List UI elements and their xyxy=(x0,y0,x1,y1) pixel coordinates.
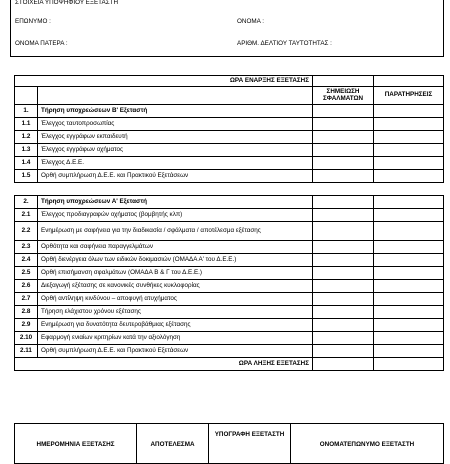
start-time-remarks xyxy=(374,76,444,87)
table-row: 1.4 Έλεγχος Δ.Ε.Ε. xyxy=(15,157,444,170)
table-row: 2.7 Ορθή αντίληψη κινδύνου – αποφυγή ατυχήματος xyxy=(15,293,444,306)
remarks-cell[interactable] xyxy=(374,254,444,267)
errors-cell[interactable] xyxy=(313,254,374,267)
remarks-cell[interactable] xyxy=(374,319,444,332)
surname-label: ΕΠΩΝΥΜΟ : xyxy=(15,18,51,25)
table-row: 1.3 Έλεγχος εγγράφων οχήματος xyxy=(15,144,444,157)
remarks-cell[interactable] xyxy=(374,293,444,306)
start-time-label: ΩΡΑ ΕΝΑΡΞΗΣ ΕΞΕΤΑΣΗΣ xyxy=(15,76,313,87)
errors-cell[interactable] xyxy=(313,280,374,293)
errors-cell[interactable] xyxy=(313,267,374,280)
start-time-row xyxy=(15,76,444,87)
table-row: 2.2 Ενημέρωση με σαφήνεια για την διαδικασία / σφάλματα / αποτέλεσμα εξέτασης xyxy=(15,222,444,241)
remarks-cell[interactable] xyxy=(374,267,444,280)
table-row: 2.5 Ορθή επισήμανση σφαλμάτων (ΟΜΑΔΑ Β & Γ του Δ.Ε.Ε.) xyxy=(15,267,444,280)
table-row: 2.4 Ορθή διενέργεια όλων των ειδικών δοκιμασιών (ΟΜΑΔΑ Α' του Δ.Ε.Ε.) xyxy=(15,254,444,267)
errors-cell[interactable] xyxy=(313,170,374,183)
table-row: 2.10 Εφαρμογή ενιαίων κριτηρίων κατά την αξιολόγηση xyxy=(15,332,444,345)
table-row: 2.9 Ενημέρωση για δυνατότητα δευτεροβάθμιας εξέτασης xyxy=(15,319,444,332)
remarks-cell[interactable] xyxy=(374,332,444,345)
errors-cell[interactable] xyxy=(313,332,374,345)
errors-cell[interactable] xyxy=(313,319,374,332)
remarks-cell[interactable] xyxy=(374,144,444,157)
section-b-title: Τήρηση υποχρεώσεων Β' Εξεταστή xyxy=(38,105,313,118)
candidate-info-box xyxy=(10,0,444,57)
section-a-row xyxy=(15,196,444,209)
id-number-label: ΑΡΙΘΜ. ΔΕΛΤΙΟΥ ΤΑΥΤΟΤΗΤΑΣ : xyxy=(237,40,332,47)
remarks-cell[interactable] xyxy=(374,118,444,131)
father-name-label: ΟΝΟΜΑ ΠΑΤΕΡΑ : xyxy=(15,40,68,47)
column-header-row xyxy=(15,87,444,105)
exam-checklist-table xyxy=(14,75,444,371)
table-row: 1.5 Ορθή συμπλήρωση Δ.Ε.Ε. και Πρακτικού Εξετάσεων xyxy=(15,170,444,183)
table-row: 2.6 Διεξαγωγή εξέτασης σε κανονικές συνθήκες κυκλοφορίας xyxy=(15,280,444,293)
remarks-cell[interactable] xyxy=(374,209,444,222)
errors-cell[interactable] xyxy=(313,144,374,157)
errors-cell[interactable] xyxy=(313,131,374,144)
errors-cell[interactable] xyxy=(313,222,374,241)
table-row: 2.11 Ορθή συμπλήρωση Δ.Ε.Ε. και Πρακτικού Εξετάσεων xyxy=(15,345,444,358)
end-time-field[interactable] xyxy=(313,358,374,371)
signature-header: ΥΠΟΓΡΑΦΗ ΕΞΕΤΑΣΤΗ xyxy=(209,424,291,464)
remarks-cell[interactable] xyxy=(374,170,444,183)
end-time-row xyxy=(15,358,444,371)
footer-signature-table xyxy=(14,423,444,464)
errors-cell[interactable] xyxy=(313,241,374,254)
errors-cell[interactable] xyxy=(313,345,374,358)
table-row: 2.8 Τήρηση ελάχιστου χρόνου εξέτασης xyxy=(15,306,444,319)
section-b-number: 1. xyxy=(15,105,38,118)
table-row: 2.1 Έλεγχος προδιαγραφών οχήματος (βομβητής κλπ) xyxy=(15,209,444,222)
errors-cell[interactable] xyxy=(313,118,374,131)
section-a-title: Τήρηση υποχρεώσεων Α' Εξεταστή xyxy=(38,196,313,209)
start-time-field[interactable] xyxy=(313,76,374,87)
remarks-cell[interactable] xyxy=(374,345,444,358)
remarks-cell[interactable] xyxy=(374,280,444,293)
exam-date-header: ΗΜΕΡΟΜΗΝΙΑ ΕΞΕΤΑΣΗΣ xyxy=(15,424,137,464)
section-b-row xyxy=(15,105,444,118)
errors-cell[interactable] xyxy=(313,157,374,170)
full-name-header: ΟΝΟΜΑΤΕΠΩΝΥΜΟ ΕΞΕΤΑΣΤΗ xyxy=(291,424,444,464)
remarks-cell[interactable] xyxy=(374,306,444,319)
result-header: ΑΠΟΤΕΛΕΣΜΑ xyxy=(137,424,209,464)
errors-column-header: ΣΗΜΕΙΩΣΗ ΣΦΑΛΜΑΤΩΝ xyxy=(313,87,374,105)
remarks-cell[interactable] xyxy=(374,131,444,144)
candidate-section-title: ΣΤΟΙΧΕΙΑ ΥΠΟΨΗΦΙΟΥ ΕΞΕΤΑΣΤΗ xyxy=(15,0,119,6)
remarks-column-header: ΠΑΡΑΤΗΡΗΣΕΙΣ xyxy=(374,87,444,105)
remarks-cell[interactable] xyxy=(374,222,444,241)
name-label: ΟΝΟΜΑ : xyxy=(237,18,264,25)
spacer-row xyxy=(15,183,444,196)
table-row: 1.1 Έλεγχος ταυτοπροσωπίας xyxy=(15,118,444,131)
end-time-label: ΩΡΑ ΛΗΞΗΣ ΕΞΕΤΑΣΗΣ xyxy=(15,358,313,371)
errors-cell[interactable] xyxy=(313,209,374,222)
errors-cell[interactable] xyxy=(313,293,374,306)
remarks-cell[interactable] xyxy=(374,157,444,170)
errors-cell[interactable] xyxy=(313,306,374,319)
section-a-number: 2. xyxy=(15,196,38,209)
table-row: 2.3 Ορθότητα και σαφήνεια παραγγελμάτων xyxy=(15,241,444,254)
remarks-cell[interactable] xyxy=(374,241,444,254)
table-row: 1.2 Έλεγχος εγγράφων εκπαιδευτή xyxy=(15,131,444,144)
